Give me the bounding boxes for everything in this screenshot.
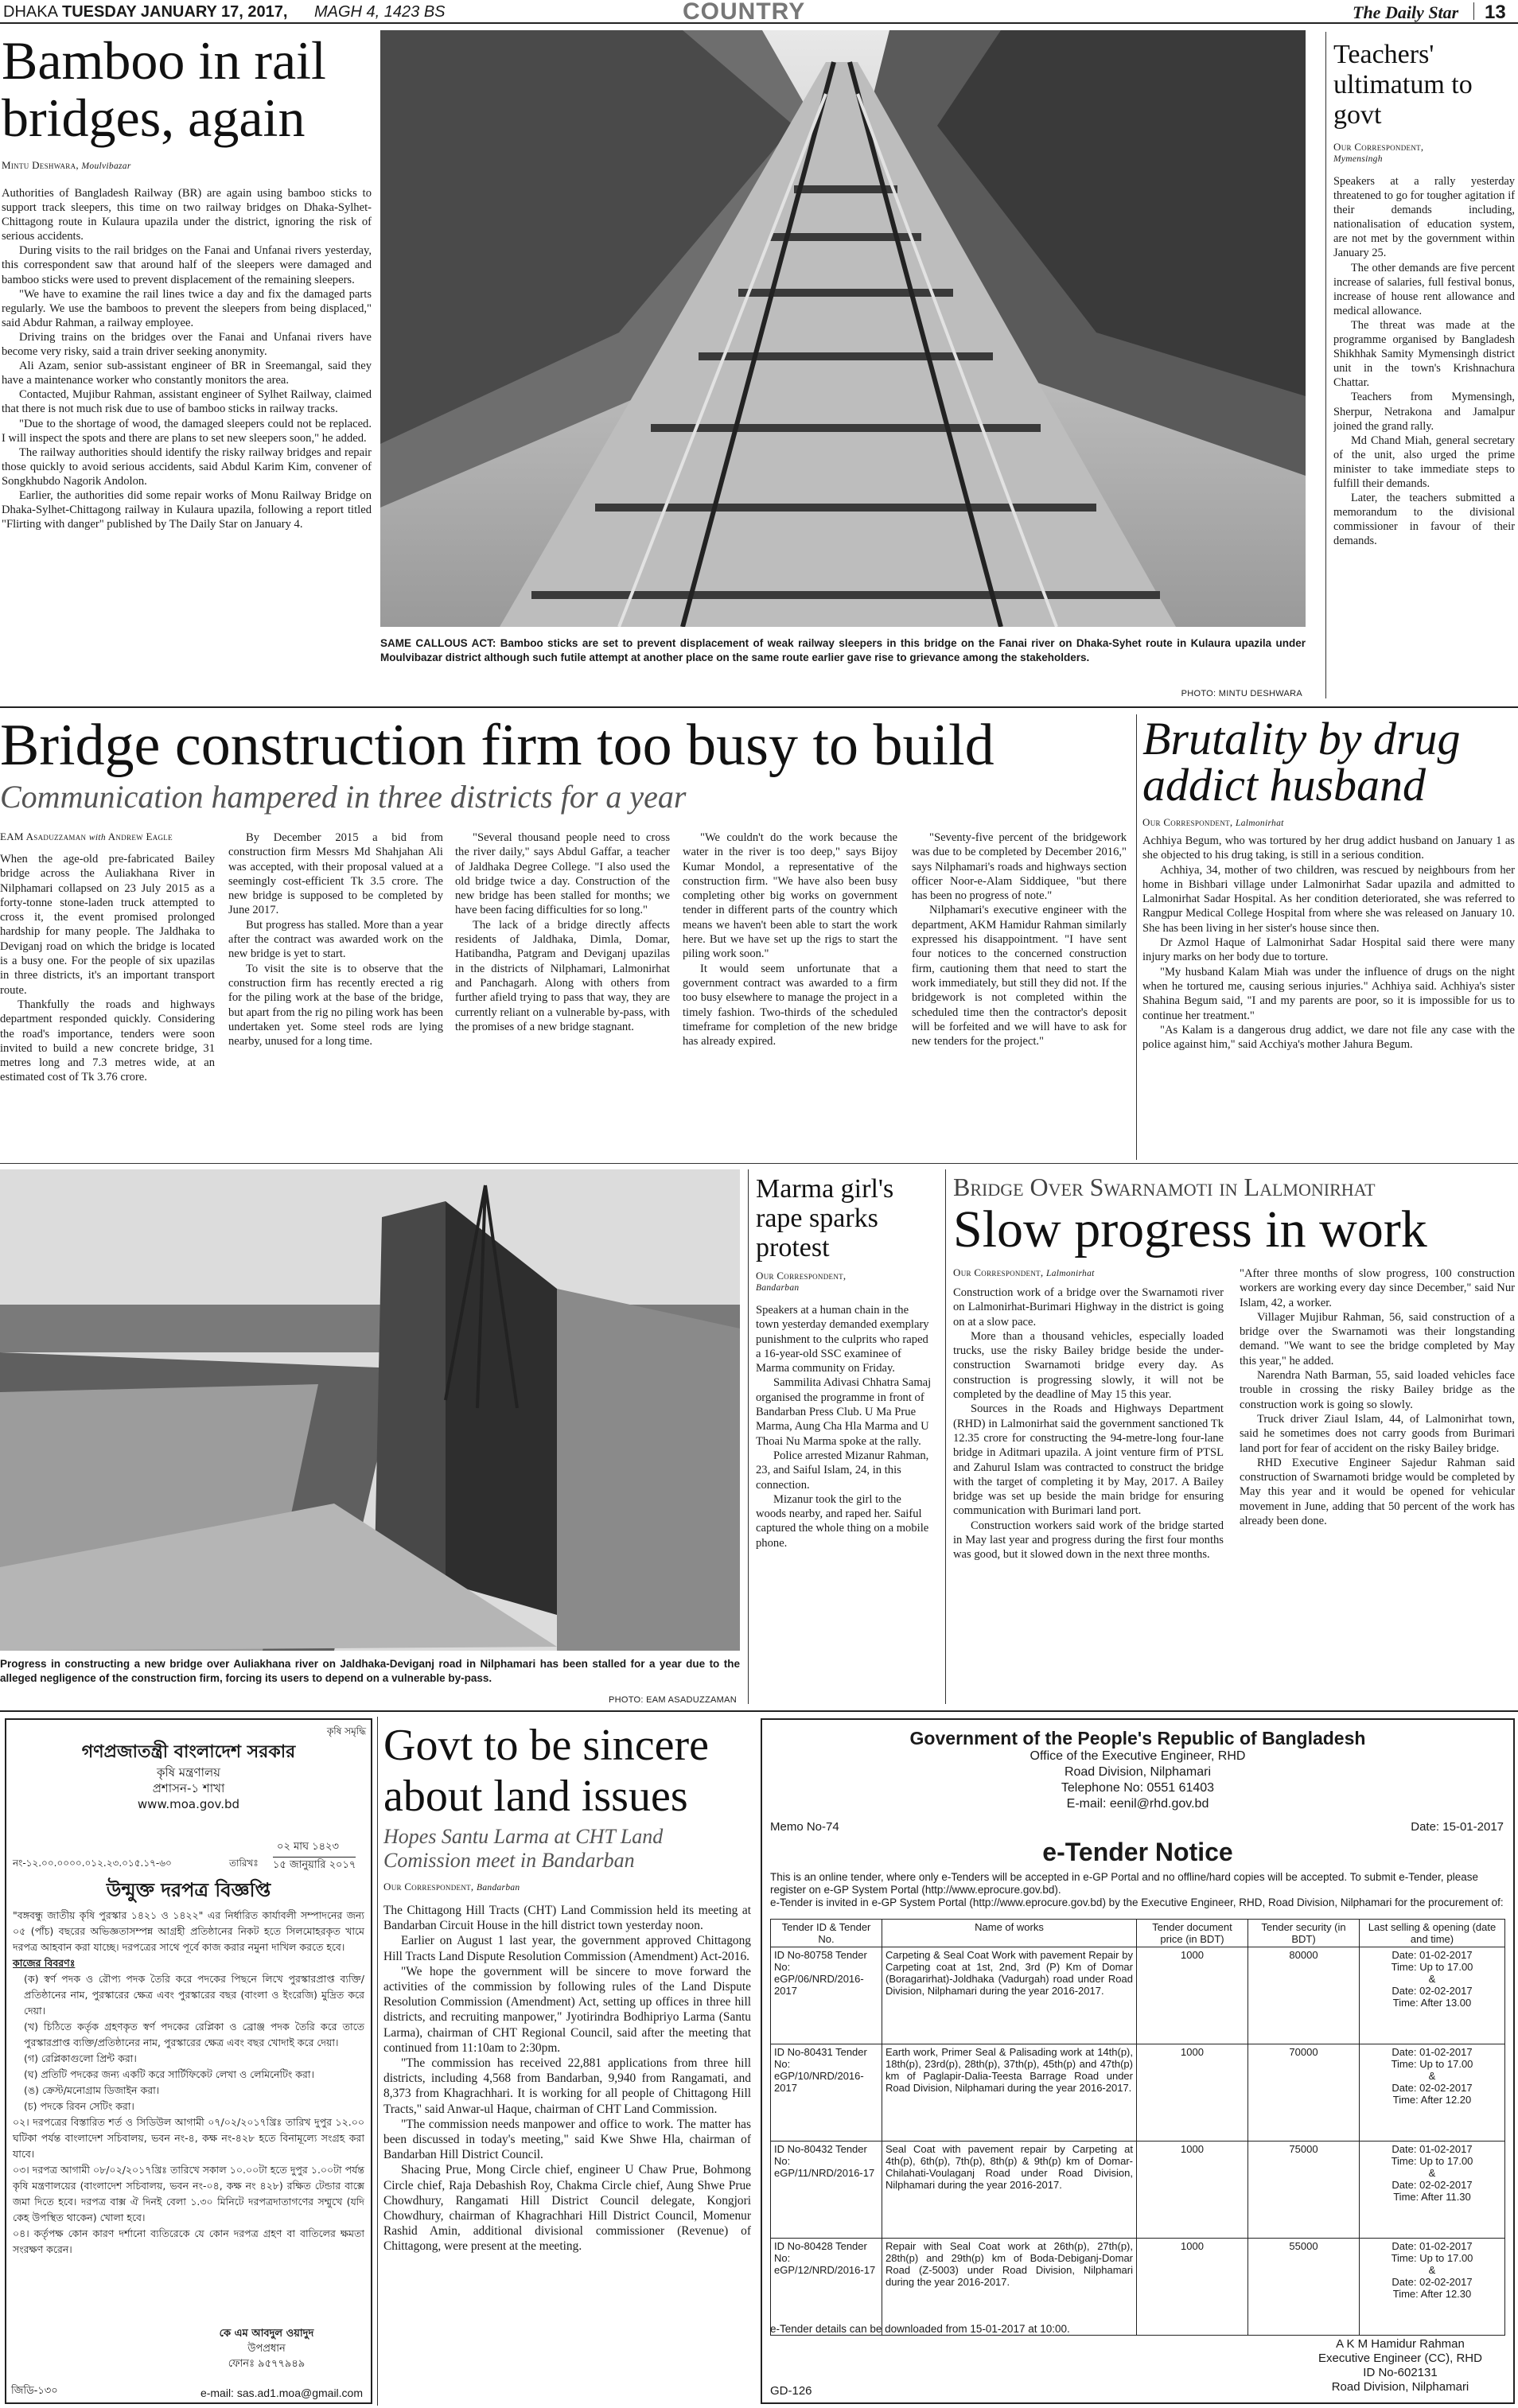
masthead-city: DHAKA	[3, 3, 58, 21]
bridge-column-1: EAM Asaduzzaman with Andrew Eagle When the age-old pre-fabricated Bailey bridge across the Auliakhana River in Nilphamari collapsed on 23 July 2015 as a forty-tonne stone-laden truck attempted to cross it, the event promised prolonged hardship for many people. The Jaldhaka to Deviganj road on which the bridge is located is a busy one. For the people of six upazilas in three districts, it's an important transport route. Thankfully the roads and highways department responded quickly. Considering the road's importance, tenders were soon invited to build a new concrete bridge, 31 metres long and 7.3 metres wide, at an estimated cost of Tk 3.76 crore.	[0, 831, 215, 1084]
krishi-tender-ad	[5, 1718, 372, 2404]
swarnamoti-headline: Slow progress in work	[953, 1200, 1427, 1258]
brutality-headline: Brutality by drug addict husband	[1142, 716, 1461, 811]
land-subhead: Hopes Santu Larma at CHT Land Comission meet in Bandarban	[383, 1825, 664, 1872]
bamboo-byline: Mintu Deshwara, Moulvibazar	[2, 159, 131, 171]
marma-byline: Our Correspondent, Bandarban	[756, 1270, 847, 1293]
bamboo-body: Authorities of Bangladesh Railway (BR) are again using bamboo sticks to support track sleepers, this time on two railway bridges on Dhaka-Sylhet-Chittagong route in Kulaura upazila under the district, ignoring the risk of serious accidents. During visits to the rail bridges on the Fanai and Unfanai rivers yesterday, this correspondent saw that around half of the sleepers were damaged and bamboo sticks were used to prevent displacement of the remaining sleepers. "We have to examine the rail lines twice a day and fix the damaged parts regularly. We use the bamboos to prevent the sleepers from being displaced," said Abdur Rahman, a railway employee. Driving trains on the bridges over the Fanai and Unfanai rivers have become very risky, said a train driver seeking anonymity. Ali Azam, senior sub-assistant engineer of BR in Sreemangal, said they have a maintenance worker who constantly monitors the area. Contacted, Mujibur Rahman, assistant engineer of Sylhet Railway, claimed that there is not much risk due to use of bamboo sticks in railway tracks. "Due to the shortage of wood, the damaged sleepers could not be replaced. I will inspect the spots and there are plans to set new sleepers soon," he added. The railway authorities should identify the risky railway bridges and repair those quickly to avoid serious accidents, said Abdul Karim Kim, convener of Songkhubdo Nagorik Andolon. Earlier, the authorities did some repair works of Monu Railway Bridge on Dhaka-Sylhet-Chittagong railway in Kulaura upazila, following a report titled "Flirting with danger" published by The Daily Star on January 4.	[2, 187, 372, 531]
etender-row: ID No-80758 Tender No: eGP/06/NRD/2016-2017 Carpeting & Seal Coat Work with pavement Repair by Carpeting coat at 1st, 2nd, 3rd (P) Km of Domar (Boragarirhat)-Joldhaka (Vadurgah) road under Road Division, Nilphamari during the year 2016-2017. 1000 80000 Date: 01-02-2017 Time: Up to 17.00 & Date: 02-02-2017 Time: After 13.00	[771, 1947, 1505, 2044]
teachers-story	[1333, 40, 1515, 700]
land-story	[383, 1720, 751, 2406]
bamboo-headline: Bamboo in rail bridges, again	[2, 32, 326, 148]
bamboo-caption: SAME CALLOUS ACT: Bamboo sticks are set to prevent displacement of weak railway sleepers in this bridge on the Fanai river on Dhaka-Syhet route in Kulaura upazila under Moulvibazar district although such futile attempt at another place on the same route earlier gave rise to grievance among the stakeholders.	[380, 637, 1306, 663]
land-body: The Chittagong Hill Tracts (CHT) Land Commission held its meeting at Bandarban Circuit House in the hill district town yesterday noon. Earlier on August 1 last year, the government approved Chittagong Hill Tracts Land Dispute Resolution Commission (Amendment) Act-2016. "We hope the government will be sincere to move forward the activities of the commission by following rules of the Land Dispute Resolution Commission (Amendment) Act, setting up offices in three hill districts, and recruiting manpower," Jyotirindra Bodhipriyo Larma (Santu Larma), chairman of CHT Regional Council, said after the meeting that continued from 11:10am to 2:30pm. "The commission has received 22,881 applications from three hill districts, including 4,568 from Bandarban, 9,940 from Rangamati, and 8,373 from Khagrachhari. It is working for all people of Chittagong Hill Tracts," said Anwar-ul Haque, chairman of CHT Land Commission. "The commission needs manpower and office to work. The matter has been discussed in today's meeting," said Kwe Shwe Hla, chairman of Bandarban Hill District Council. Shacing Prue, Mong Circle chief, engineer U Chaw Prue, Bohmong Circle chief, Raja Debashish Roy, Chakma Circle chief, Aung Shwe Prue Chowdhury, Rangamati Hill District Council delegate, Kongjori Chowdhury, chairman of Khagrachhari Hill District Council, Momenur Rashid Amin, additional divisional commissioner (Revenue) of Chittagong, were present at the meeting.	[383, 1904, 751, 2254]
bridge-subhead: Communication hampered in three districts for a year	[0, 779, 687, 815]
etender-table	[770, 1919, 1505, 2336]
krishi-title: উন্মুক্ত দরপত্র বিজ্ঞপ্তি	[106, 1879, 271, 1901]
krishi-branch: প্রশাসন-১ শাখা	[152, 1781, 225, 1795]
krishi-date1: ০২ মাঘ ১৪২৩	[277, 1841, 339, 1853]
masthead-date: TUESDAY JANUARY 17, 2017,	[62, 3, 288, 21]
swarnamoti-column-1: Our Correspondent, Lalmonirhat Construction work of a bridge over the Swarnamoti river on Lalmonirhat-Burimari Highway in the district is going on at a slow pace. More than a thousand vehicles, especially loaded trucks, use the risky Bailey bridge beside the under-construction Swarnamoti bridge every day. As construction is progressing slowly, it will not be completed by the deadline of May 15 this year. Sources in the Roads and Highways Department (RHD) in Lalmonirhat said the government sanctioned Tk 12.35 crore for constructing the 94-metre-long four-lane bridge in Aditmari upazila. A joint venture firm of PTSL and Zahurul Islam was contracted to construct the bridge with the target of completing it by May, 2017. A Bailey bridge was set up beside the main bridge for ensuring communication with Burimari land port. Construction workers said work of the bridge started in May last year and progress during the first four months was good, but it slowed down in the next three months.	[953, 1266, 1224, 1562]
krishi-web: www.moa.gov.bd	[137, 1797, 240, 1811]
krishi-ministry: কৃষি মন্ত্রণালয়	[156, 1765, 220, 1780]
construction-caption-box	[0, 1657, 740, 1705]
krishi-email: e-mail: sas.ad1.moa@gmail.com	[200, 2387, 363, 2399]
etender-footer: e-Tender details can be downloaded from 15-01-2017 at 10:00.	[770, 2323, 1070, 2335]
brutality-body: Achhiya Begum, who was tortured by her drug addict husband on January 1 as she objected to his drug taking, is still in a serious condition. Achhiya, 34, mother of two children, was rescued by neighbours from her home in Bishbari village under Lalmonirhat Sadar upazila and admitted to Lalmonirhat Sadar Hospital. As her condition deteriorated, she was referred to Rangpur Medical College Hospital from where she was released on January 10. She has been living in her sister's house since then. Dr Azmol Haque of Lalmonirhat Sadar Hospital said there were many injury marks on her body due to torture. "My husband Kalam Miah was under the influence of drugs on the night when he tortured me, causing serious injuries." Achhiya said. Achhiya's sister Shahina Begum said, "I and my parents are poor, so it is impossible for us to continue her treatment." "As Kalam is a dangerous drug addict, we dare not file any case with the police against him," said Acchiya's mother Jahura Begum.	[1142, 834, 1515, 1052]
etender-code: GD-126	[770, 2384, 812, 2398]
teachers-byline: Our Correspondent, Mymensingh	[1333, 141, 1424, 164]
swarnamoti-byline: Our Correspondent, Lalmonirhat	[953, 1266, 1095, 1278]
etender-email: E-mail: eenil@rhd.gov.bd	[1066, 1797, 1209, 1811]
etender-date: Date: 15-01-2017	[1411, 1820, 1504, 1834]
railway-bridge-image	[380, 30, 1306, 627]
construction-site-image	[0, 1169, 740, 1651]
land-headline: Govt to be sincere about land issues	[383, 1721, 709, 1821]
etender-row: ID No-80432 Tender No: eGP/11/NRD/2016-17 Seal Coat with pavement repair by Carpeting at 4th(p), 6th(p), 7th(p), 8th(p) & 9th(p) km of Domar-Chilahati-Voulaganj Road under Road Division, Nilphamari during the year 2016-2017. 1000 75000 Date: 01-02-2017 Time: Up to 17.00 & Date: 02-02-2017 Time: After 11.30	[771, 2142, 1505, 2239]
section-title: COUNTRY	[683, 0, 806, 24]
krishi-corner: কৃষি সমৃদ্ধি	[326, 1725, 366, 1737]
krishi-gov: গণপ্রজাতন্ত্রী বাংলাদেশ সরকার	[81, 1742, 296, 1762]
swarnamoti-kicker: Bridge Over Swarnamoti in Lalmonirhat	[953, 1173, 1376, 1201]
marma-headline: Marma girl's rape sparks protest	[756, 1174, 894, 1262]
brutality-byline: Our Correspondent, Lalmonirhat	[1142, 816, 1284, 828]
railway-bridge-photo	[380, 30, 1306, 627]
teachers-body: Speakers at a rally yesterday threatened to go for tougher agitation if their demands including, nationalisation of education system, are not met by the government within January 25. The other demands are five percent increase of salaries, full festival bonus, increase of house rent allowance and medical allowance. The threat was made at the programme organised by Bangladesh Shikhhak Samity Mymensingh district unit in the town's Krishnachura Chattar. Teachers from Mymensingh, Sherpur, Netrakona and Jamalpur joined the grand rally. Md Chand Miah, general secretary of the unit, also urged the prime minister to take immediate steps to fulfill their demands. Later, the teachers submitted a memorandum to the divisional commissioner in favour of their demands.	[1333, 175, 1515, 548]
etender-office: Office of the Executive Engineer, RHD	[1030, 1749, 1246, 1763]
masthead	[0, 0, 1518, 24]
bridge-story	[0, 713, 1131, 1158]
masthead-bangla-date: MAGH 4, 1423 BS	[314, 3, 446, 21]
krishi-date2: ১৫ জানুয়ারি ২০১৭	[273, 1857, 356, 1873]
etender-division: Road Division, Nilphamari	[1064, 1765, 1212, 1779]
swarnamoti-story	[953, 1173, 1515, 1704]
newspaper-logo: The Daily Star	[1353, 2, 1459, 22]
etender-table-header: Tender ID & Tender No. Name of works Tender document price (in BDT) Tender security (in BDT) Last selling & opening (date and time)	[771, 1920, 1505, 1947]
marma-body: Speakers at a human chain in the town yesterday demanded exemplary punishment to the culprits who raped a 16-year-old SSC examinee of Marma community on Friday. Sammilita Adivasi Chhatra Samaj organised the programme in front of Bandarban Press Club. U Ma Prue Marma, Aung Cha Hla Marma and U Thoai Nu Marma spoke at the rally. Police arrested Mizanur Rahman, 23, and Saiful Islam, 24, in this connection. Mizanur took the girl to the woods nearby, and raped her. Saiful captured the whole thing on a mobile phone.	[756, 1304, 932, 1550]
marma-story	[756, 1174, 932, 1706]
bamboo-caption-box	[380, 636, 1306, 700]
etender-title: e-Tender Notice	[1042, 1838, 1233, 1866]
etender-signer: A K M Hamidur Rahman Executive Engineer (CC), RHD ID No-602131 Road Division, Nilphamari	[1318, 2337, 1482, 2394]
construction-photo-credit: PHOTO: EAM ASADUZZAMAN	[608, 1695, 737, 1705]
etender-memo: Memo No-74	[770, 1820, 839, 1834]
etender-intro: This is an online tender, where only e-Tenders will be accepted in e-GP Portal and no offline/hard copies will be accepted. To submit e-Tender, please register on e-GP System Portal (http://www.eprocure.gov.bd). e-Tender is invited in e-GP System Portal (http://www.eprocure.gov.bd) by the Executive Engineer, RHD, Road Division, Nilphamari for the procurement of:	[770, 1871, 1504, 1908]
page-number: 13	[1485, 2, 1506, 23]
krishi-date-label: তারিখঃ	[229, 1858, 259, 1869]
construction-site-photo	[0, 1169, 740, 1651]
etender-gov: Government of the People's Republic of Bangladesh	[909, 1728, 1366, 1749]
bridge-column-5: "Seventy-five percent of the bridgework was due to be completed by December 2016," says Nilphamari's roads and highways section officer Noor-e-Alam Siddiquee, "but there has been no progress of note." Nilphamari's executive engineer with the department, AKM Hamidur Rahman similarly expressed his disappointment. "I have sent four notices to the concerned construction firm, cautioning them that need to start the work immediately, but still they did not. If the bridgework is not completed within the scheduled time then the contractor's deposit will be forfeited and we will have to ask for new tenders for the project."	[912, 831, 1127, 1048]
etender-row: ID No-80431 Tender No: eGP/10/NRD/2016-2017 Earth work, Primer Seal & Palisading work at 14th(p), 18th(p), 23rd(p), 28th(p), 37th(p), 45th(p) and 47th(p) km of Paglapir-Dalia-Teesta Barrage Road under Road Division, Nilphamari during the year 2016-2017. 1000 70000 Date: 01-02-2017 Time: Up to 17.00 & Date: 02-02-2017 Time: After 12.20	[771, 2044, 1505, 2142]
bridge-column-2: By December 2015 a bid from construction firm Messrs Md Shahjahan Ali was accepted, with their proposal valued at a seemingly cost-efficient Tk 3.5 crore. The new bridge is supposed to be completed by June 2017. But progress has stalled. More than a year after the contract was awarded work on the new bridge is yet to start. To visit the site is to observe that the construction firm has recently erected a rig for the piling work at the base of the bridge, but apart from the rig no piling work has been undertaken yet. Some steel rods are lying nearby, unused for a long time.	[228, 831, 443, 1048]
construction-caption: Progress in constructing a new bridge over Auliakhana river on Jaldhaka-Deviganj road in Nilphamari has been stalled for a year due to the alleged negligence of the construction firm, forcing its users to depend on a vulnerable by-pass.	[0, 1658, 740, 1684]
etender-row: ID No-80428 Tender No: eGP/12/NRD/2016-17 Repair with Seal Coat work at 26th(p), 27th(p), 28th(p) and 29th(p) km of Boda-Debiganj-Domar Road (Z-5003) under Road Division, Nilphamari during the year 2016-2017. 1000 55000 Date: 01-02-2017 Time: Up to 17.00 & Date: 02-02-2017 Time: After 12.30	[771, 2239, 1505, 2336]
bamboo-photo-credit: PHOTO: MINTU DESHWARA	[1181, 689, 1302, 698]
teachers-headline: Teachers' ultimatum to govt	[1333, 40, 1473, 130]
krishi-memo: নং-১২.০০.০০০০.০১২.২৩.০১৫.১৭-৬০	[13, 1858, 172, 1869]
krishi-code: জিডি-১৩০	[11, 2385, 58, 2397]
bridge-byline: EAM Asaduzzaman with Andrew Eagle	[0, 831, 173, 842]
bridge-headline: Bridge construction firm too busy to build	[0, 713, 994, 778]
krishi-body: "বঙ্গবন্ধু জাতীয় কৃষি পুরস্কার ১৪২১ ও ১৪২২" এর নির্ধারিত কার্যাবলী সম্পাদনের জন্য ০৫ (পাঁচ) বছরের অভিজ্ঞতাসম্পন্ন আগ্রহী প্রতিষ্ঠানের নিকট হতে সিলমোহরকৃত খামে দরপত্র আহবান করা যাচ্ছে। দরপত্রের সাথে পূর্বে কাজ করার নমুনা দাখিল করতে হবে। কাজের বিবরণঃ (ক) স্বর্ণ পদক ও রৌপ্য পদক তৈরি করে পদকের পিছনে লিখে পুরস্কারপ্রাপ্ত ব্যক্তি/প্রতিষ্ঠানের নাম, পুরস্কারের ক্ষেত্র এবং পুরস্কারের বছর (বাংলা ও ইংরেজি) মুদ্রিত করে দেয়া। (খ) চিঠিতে কর্তৃক গ্রহণকৃত স্বর্ণ পদকের রেপ্লিকা ও ব্রোঞ্জ পদক তৈরি করে তাতে পুরস্কারপ্রাপ্ত ব্যক্তি/প্রতিষ্ঠানের নাম, পুরস্কারের ক্ষেত্র এবং বছর খোদাই করে দেয়া। (গ) রেপ্লিকাগুলো প্রিন্ট করা। (ঘ) প্রতিটি পদকের জন্য একটি করে সার্টিফিকেট লেখা ও লেমিনেটিং করা। (ঙ) ক্রেস্ট/মনোগ্রাম ডিজাইন করা। (চ) পদকে রিবন সেটিং করা। ০২। দরপত্রের বিস্তারিত শর্ত ও সিডিউল আগামী ০৭/০২/২০১৭খ্রিঃ তারিখ দুপুর ১২.০০ ঘটিকা পর্যন্ত বাংলাদেশ সচিবালয়, ভবন নং-৪, কক্ষ নং-৪২৮ হতে বিনামূল্যে সংগ্রহ করা যাবে। ০৩। দরপত্র আগামী ০৮/০২/২০১৭খ্রিঃ তারিখে সকাল ১০.০০টা হতে দুপুর ১.০০টা পর্যন্ত কৃষি মন্ত্রণালয়ের (বাংলাদেশ সচিবালয়, ভবন নং-০৪, কক্ষ নং ৪২৮) রক্ষিত টেন্ডার বাক্সে জমা দিতে হবে। দরপত্র বাক্স ঐ দিনই বেলা ১.৩০ মিনিটে দরপত্রদাতাগণের সম্মুখে (যদি কেহ উপস্থিত থাকেন) খোলা হবে। ০৪। কর্তৃপক্ষ কোন কারণ দর্শানো ব্যতিরেকে যে কোন দরপত্র গ্রহণ বা বাতিলের ক্ষমতা সংরক্ষণ করেন।	[13, 1909, 364, 2255]
land-byline: Our Correspondent, Bandarban	[383, 1881, 520, 1893]
etender-phone: Telephone No: 0551 61403	[1061, 1781, 1215, 1795]
bridge-column-4: "We couldn't do the work because the water in the river is too deep," says Bijoy Kumar Mondol, a representative of the construction firm. "We have also been busy completing other big works on government tender in different parts of the country which means we haven't been able to start the work here. But we have set up the rigs to start the piling work soon." It would seem unfortunate that a government contract was awarded to a firm too busy elsewhere to manage the project in a timely fashion. Two-thirds of the scheduled timeframe for completion of the new bridge has already expired.	[683, 831, 897, 1048]
etender-ad	[761, 1718, 1515, 2404]
bridge-column-3: "Several thousand people need to cross the river daily," says Abdul Gaffar, a teacher of Jaldhaka Degree College. "I also used the old bridge twice a day. Construction of the new bridge has been stalled for months; we have been facing difficulties for so long." The lack of a bridge directly affects residents of Jaldhaka, Dimla, Domar, Hatibandha, Patgram and Deviganj upazilas in the districts of Nilphamari, Lalmonirhat and Panchagarh. Along with others from further afield trying to pass that way, they are currently reliant on a vulnerable by-pass, with the promises of a new bridge stagnant.	[455, 831, 670, 1033]
brutality-story	[1142, 716, 1515, 1161]
krishi-signer: কে এম আবদুল ওয়াদুদ উপপ্রধান ফোনঃ ৯৫৭৭৯৪৯	[219, 2328, 314, 2370]
bamboo-story	[2, 32, 372, 700]
swarnamoti-column-2: "After three months of slow progress, 100 construction workers are working every day since December," said Nur Islam, 42, a worker. Villager Mujibur Rahman, 56, said construction of a bridge over the Swarnamoti was their longstanding demand. "We want to see the bridge completed by May this year," he added. Narendra Nath Barman, 55, said loaded vehicles face trouble in crossing the risky Bailey bridge as the construction work is going so slowly. Truck driver Ziaul Islam, 44, of Lalmonirhat town, said he sometimes does not carry goods from Burimari land port for fear of accident on the risky Bailey bridge. RHD Executive Engineer Sajedur Rahman said construction of Swarnamoti bridge would be completed by May this year and it would be opened for vehicular movement in June, adding that 50 percent of the work has already been done.	[1240, 1267, 1515, 1528]
